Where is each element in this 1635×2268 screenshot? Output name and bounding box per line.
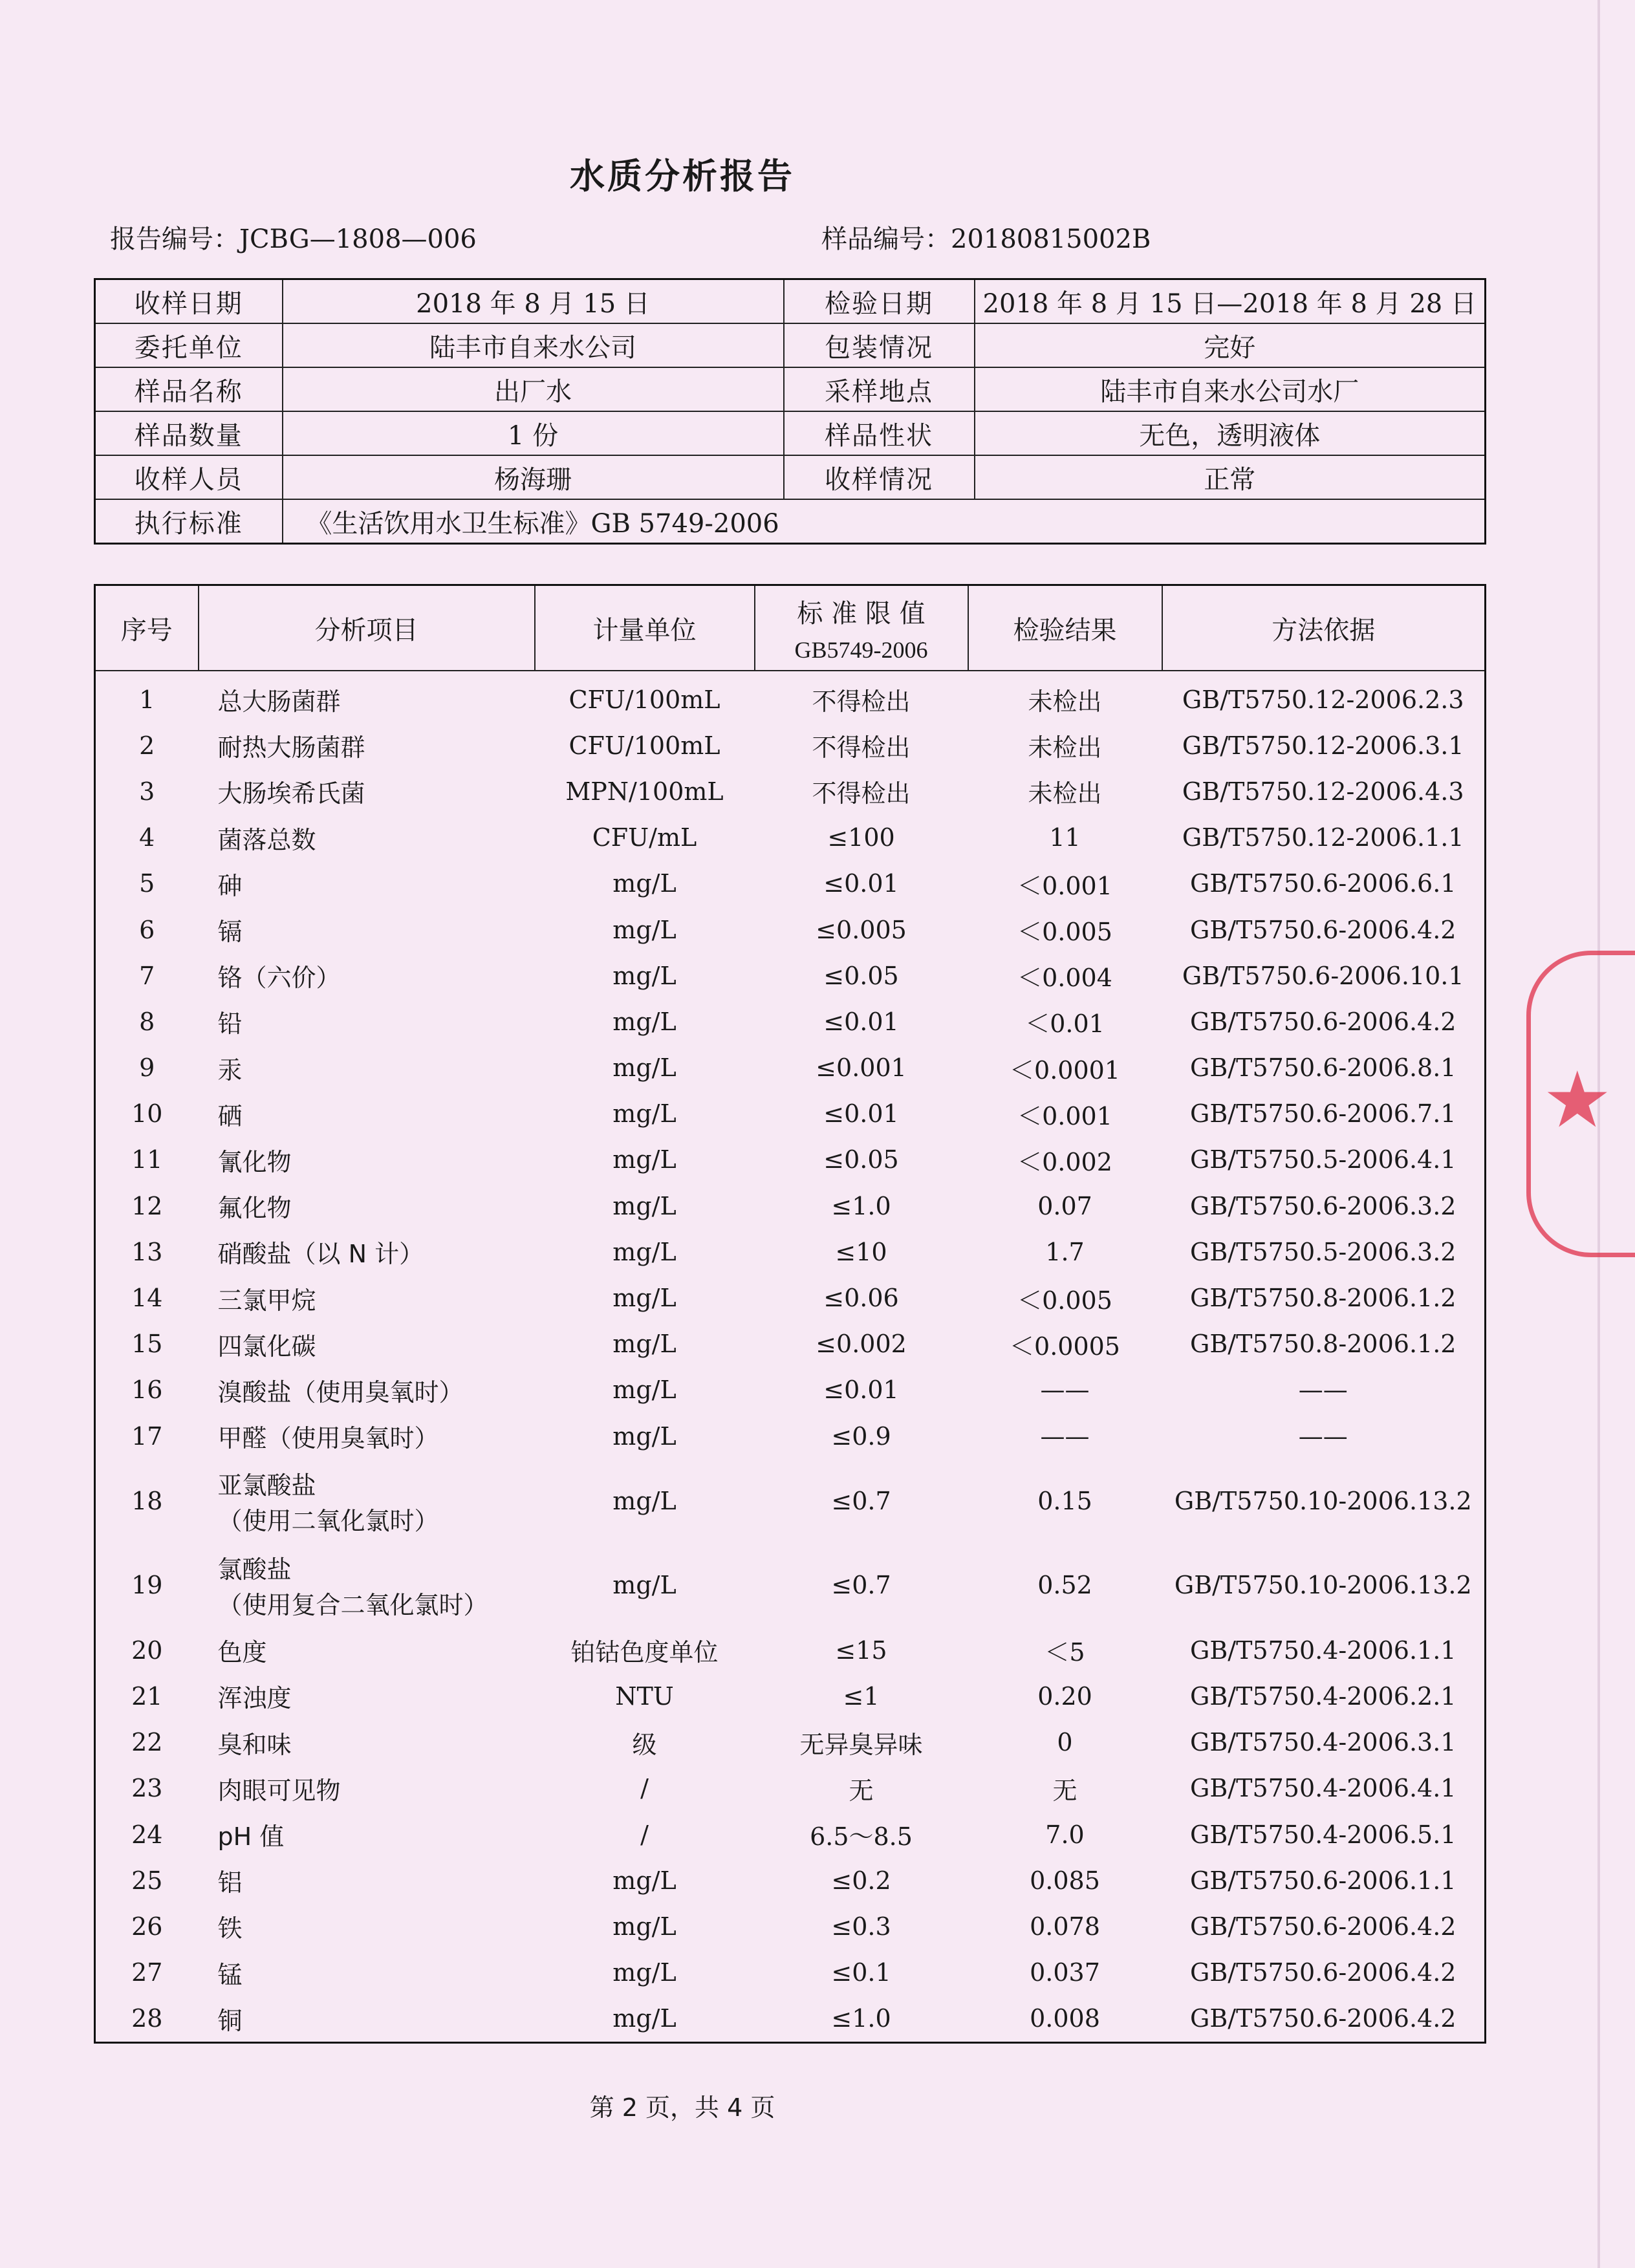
cell-result: ＜0.001: [1017, 1101, 1112, 1130]
cell-item: [199, 861, 535, 907]
cell-limit: ≤0.05: [823, 961, 899, 990]
table-row: [95, 768, 1486, 814]
table-row: [95, 1857, 1486, 1903]
cell-item: [199, 1459, 535, 1543]
table-row: [95, 1950, 1486, 1996]
cell-no: 16: [131, 1376, 163, 1405]
cell-limit: ≤1: [843, 1681, 880, 1711]
info-label: 收样日期: [95, 279, 283, 324]
info-label: 收样人员: [95, 455, 283, 499]
cell-item-text: 三氯甲烷: [217, 1286, 316, 1315]
cell-unit: mg/L: [612, 1421, 677, 1451]
cell-result: 0.078: [1030, 1912, 1100, 1941]
cell-limit: ≤15: [835, 1636, 887, 1665]
cell-unit: mg/L: [612, 2004, 677, 2033]
cell-item-text: 亚氯酸盐: [217, 1471, 316, 1500]
cell-method: GB/T5750.4-2006.3.1: [1190, 1728, 1456, 1757]
info-label: 执行标准: [95, 499, 283, 544]
cell-result: 未检出: [1028, 687, 1102, 717]
cell-item: [199, 1903, 535, 1949]
cell-no: 23: [131, 1774, 163, 1803]
cell-unit: mg/L: [612, 869, 677, 898]
cell-no: 13: [131, 1237, 163, 1266]
cell-item-text: 氯酸盐: [217, 1555, 292, 1584]
cell-item-text: 浑浊度: [217, 1684, 292, 1713]
cell-limit: ≤0.01: [823, 1007, 899, 1036]
cell-unit: 铂钴色度单位: [570, 1638, 719, 1667]
info-value: 出厂水: [283, 367, 784, 411]
cell-method: GB/T5750.10-2006.13.2: [1174, 1487, 1472, 1516]
cell-item-text: 臭和味: [217, 1730, 292, 1759]
cell-method: GB/T5750.6-2006.1.1: [1190, 1866, 1456, 1895]
cell-item: [199, 671, 535, 722]
cell-method: GB/T5750.6-2006.8.1: [1190, 1053, 1456, 1083]
cell-unit: CFU/100mL: [568, 685, 720, 714]
cell-result: 0.07: [1037, 1191, 1092, 1220]
info-label: 收样情况: [784, 455, 975, 499]
cell-limit: ≤0.005: [816, 915, 907, 944]
cell-no: 7: [139, 961, 155, 990]
cell-no: 11: [131, 1145, 163, 1174]
cell-item-note: （使用复合二氧化氯时）: [217, 1591, 488, 1620]
cell-item: [199, 722, 535, 768]
cell-item: [199, 768, 535, 814]
cell-limit: ≤0.2: [831, 1866, 891, 1895]
cell-method: GB/T5750.12-2006.3.1: [1182, 731, 1464, 760]
info-row: [95, 499, 1486, 544]
cell-method: GB/T5750.4-2006.5.1: [1190, 1820, 1456, 1849]
cell-unit: mg/L: [612, 1237, 677, 1266]
col-header-item: 分析项目: [199, 585, 535, 671]
cell-item-text: 铜: [217, 2006, 243, 2035]
cell-item: [199, 1627, 535, 1673]
cell-no: 4: [139, 823, 155, 852]
cell-method: GB/T5750.6-2006.10.1: [1182, 961, 1464, 990]
report-number-value: JCBG—1808—006: [239, 224, 477, 254]
cell-item: [199, 1137, 535, 1183]
star-icon: ★: [1543, 1055, 1612, 1145]
cell-limit: 不得检出: [812, 733, 911, 762]
table-row: [95, 722, 1486, 768]
cell-unit: 级: [632, 1730, 657, 1759]
cell-item: [199, 1183, 535, 1229]
info-label: 样品名称: [95, 367, 283, 411]
table-row: [95, 1720, 1486, 1766]
sample-number: [821, 219, 1151, 255]
info-row: [95, 411, 1486, 455]
cell-method: GB/T5750.12-2006.1.1: [1182, 823, 1464, 852]
sample-number-label: 样品编号：: [821, 224, 951, 254]
table-row: [95, 1275, 1486, 1321]
cell-limit: 不得检出: [812, 687, 911, 717]
cell-limit: ≤0.9: [831, 1421, 891, 1451]
cell-item: [199, 1996, 535, 2043]
table-row: [95, 1673, 1486, 1719]
cell-unit: mg/L: [612, 1912, 677, 1941]
cell-item-text: 总大肠菌群: [217, 687, 341, 717]
cell-method: GB/T5750.12-2006.4.3: [1182, 777, 1464, 806]
cell-item: [199, 1720, 535, 1766]
cell-result: 1.7: [1045, 1237, 1085, 1266]
cell-unit: mg/L: [612, 1284, 677, 1313]
table-row: [95, 1321, 1486, 1367]
cell-unit: mg/L: [612, 1007, 677, 1036]
results-header-row: [95, 585, 1486, 671]
cell-unit: mg/L: [612, 1376, 677, 1405]
table-row: [95, 671, 1486, 722]
cell-limit: ≤10: [835, 1237, 887, 1266]
cell-unit: mg/L: [612, 1958, 677, 1987]
cell-unit: /: [640, 1820, 649, 1849]
cell-unit: mg/L: [612, 1571, 677, 1600]
cell-unit: CFU/mL: [592, 823, 697, 852]
cell-method: GB/T5750.6-2006.4.2: [1190, 2004, 1456, 2033]
cell-result: ——: [1040, 1376, 1090, 1405]
page-title: 水质分析报告: [570, 156, 795, 197]
cell-item: [199, 1673, 535, 1719]
cell-result: 0.008: [1030, 2004, 1100, 2033]
table-row: [95, 1543, 1486, 1627]
red-seal-stamp: [1526, 951, 1635, 1257]
cell-no: 26: [131, 1912, 163, 1941]
cell-item-text: 色度: [217, 1638, 267, 1667]
cell-item: [199, 1811, 535, 1857]
cell-method: GB/T5750.4-2006.4.1: [1190, 1774, 1456, 1803]
cell-limit: ≤0.06: [823, 1284, 899, 1313]
cell-no: 3: [139, 777, 155, 806]
cell-result: 0.037: [1030, 1958, 1100, 1987]
cell-unit: mg/L: [612, 1330, 677, 1359]
cell-limit: ≤100: [827, 823, 895, 852]
info-value: 完好: [975, 323, 1486, 367]
col-header-result: 检验结果: [968, 585, 1162, 671]
col-header-method: 方法依据: [1162, 585, 1486, 671]
cell-limit: 不得检出: [812, 779, 911, 808]
cell-item-text: 甲醛（使用臭氧时）: [217, 1424, 439, 1453]
table-row: [95, 1766, 1486, 1811]
cell-result: ＜0.005: [1017, 1286, 1112, 1315]
table-row: [95, 815, 1486, 861]
cell-result: ＜0.004: [1017, 964, 1112, 993]
cell-item-text: 铁: [217, 1914, 243, 1943]
cell-method: GB/T5750.6-2006.4.2: [1190, 1912, 1456, 1941]
results-table: [94, 584, 1486, 2044]
cell-no: 10: [131, 1099, 163, 1129]
cell-item: [199, 1367, 535, 1413]
info-value: 《生活饮用水卫生标准》GB 5749-2006: [283, 499, 1486, 544]
info-value: 正常: [975, 455, 1486, 499]
cell-item-text: 氟化物: [217, 1194, 292, 1223]
cell-limit: ≤0.3: [831, 1912, 891, 1941]
table-row: [95, 907, 1486, 953]
cell-method: ——: [1298, 1421, 1348, 1451]
cell-result: ＜0.01: [1025, 1010, 1105, 1039]
table-row: [95, 1459, 1486, 1543]
cell-result: 无: [1052, 1776, 1077, 1805]
page-footer: 第 2 页，共 4 页: [589, 2093, 775, 2122]
cell-unit: MPN/100mL: [565, 777, 724, 806]
cell-unit: mg/L: [612, 961, 677, 990]
table-row: [95, 1183, 1486, 1229]
table-row: [95, 1229, 1486, 1275]
cell-no: 18: [131, 1487, 163, 1516]
cell-no: 21: [131, 1681, 163, 1711]
cell-item: [199, 953, 535, 999]
cell-limit: ≤0.1: [831, 1958, 891, 1987]
sample-info-table: [94, 278, 1486, 545]
cell-no: 5: [139, 869, 155, 898]
info-value: 2018 年 8 月 15 日: [283, 279, 784, 324]
cell-result: 0: [1057, 1728, 1073, 1757]
cell-method: GB/T5750.6-2006.6.1: [1190, 869, 1456, 898]
cell-item: [199, 1229, 535, 1275]
info-label: 包装情况: [784, 323, 975, 367]
cell-item: [199, 1275, 535, 1321]
cell-method: GB/T5750.8-2006.1.2: [1190, 1330, 1456, 1359]
cell-item-note: （使用二氧化氯时）: [217, 1507, 439, 1536]
cell-unit: mg/L: [612, 915, 677, 944]
sample-number-value: 20180815002B: [951, 224, 1151, 254]
cell-item-text: 四氯化碳: [217, 1332, 316, 1361]
cell-item: [199, 1413, 535, 1459]
cell-no: 19: [131, 1571, 163, 1600]
cell-unit: NTU: [615, 1681, 674, 1711]
table-row: [95, 1045, 1486, 1091]
cell-result: ＜5: [1045, 1638, 1085, 1667]
cell-unit: mg/L: [612, 1191, 677, 1220]
cell-unit: /: [640, 1774, 649, 1803]
info-row: [95, 323, 1486, 367]
cell-item-text: 镉: [217, 918, 243, 947]
cell-no: 8: [139, 1007, 155, 1036]
cell-unit: mg/L: [612, 1866, 677, 1895]
cell-item: [199, 1950, 535, 1996]
info-label: 检验日期: [784, 279, 975, 324]
cell-item-text: 铬（六价）: [217, 964, 341, 993]
cell-no: 22: [131, 1728, 163, 1757]
cell-no: 28: [131, 2004, 163, 2033]
cell-no: 6: [139, 915, 155, 944]
table-row: [95, 1811, 1486, 1857]
cell-item-text: 硝酸盐（以 N 计）: [217, 1240, 424, 1269]
cell-limit: ≤0.7: [831, 1487, 891, 1516]
info-label: 委托单位: [95, 323, 283, 367]
info-row: [95, 279, 1486, 324]
cell-result: 未检出: [1028, 779, 1102, 808]
cell-result: 7.0: [1045, 1820, 1085, 1849]
cell-item-text: 溴酸盐（使用臭氧时）: [217, 1377, 464, 1407]
cell-no: 24: [131, 1820, 163, 1849]
cell-unit: mg/L: [612, 1487, 677, 1516]
col-header-no: 序号: [95, 585, 199, 671]
cell-limit: ≤0.7: [831, 1571, 891, 1600]
cell-method: GB/T5750.5-2006.3.2: [1190, 1237, 1456, 1266]
cell-item: [199, 1543, 535, 1627]
info-label: 样品数量: [95, 411, 283, 455]
cell-item-text: 锰: [217, 1960, 243, 1989]
cell-item: [199, 1321, 535, 1367]
cell-item: [199, 1766, 535, 1811]
cell-result: 未检出: [1028, 733, 1102, 762]
cell-no: 20: [131, 1636, 163, 1665]
cell-no: 15: [131, 1330, 163, 1359]
results-body: [95, 671, 1486, 2042]
info-row: [95, 455, 1486, 499]
col-header-unit: 计量单位: [535, 585, 755, 671]
cell-unit: mg/L: [612, 1099, 677, 1129]
cell-item-text: 硒: [217, 1101, 243, 1130]
cell-result: 0.085: [1030, 1866, 1100, 1895]
table-row: [95, 1367, 1486, 1413]
table-row: [95, 861, 1486, 907]
info-value: 陆丰市自来水公司: [283, 323, 784, 367]
cell-result: ——: [1040, 1421, 1090, 1451]
cell-result: ＜0.0001: [1010, 1055, 1120, 1085]
info-value: 杨海珊: [283, 455, 784, 499]
cell-unit: mg/L: [612, 1145, 677, 1174]
cell-item-text: 氰化物: [217, 1147, 292, 1176]
cell-item: [199, 1091, 535, 1137]
table-row: [95, 1627, 1486, 1673]
cell-result: ＜0.001: [1017, 871, 1112, 900]
cell-item: [199, 1045, 535, 1091]
info-row: [95, 367, 1486, 411]
cell-limit: ≤0.01: [823, 869, 899, 898]
cell-limit: ≤1.0: [831, 2004, 891, 2033]
cell-result: ＜0.0005: [1010, 1332, 1120, 1361]
cell-unit: CFU/100mL: [568, 731, 720, 760]
cell-item-text: 肉眼可见物: [217, 1776, 341, 1805]
info-value: 2018 年 8 月 15 日—2018 年 8 月 28 日: [975, 279, 1486, 324]
cell-method: GB/T5750.6-2006.4.2: [1190, 915, 1456, 944]
cell-item: [199, 815, 535, 861]
cell-limit: ≤0.05: [823, 1145, 899, 1174]
cell-no: 27: [131, 1958, 163, 1987]
col-header-limit: [755, 585, 968, 671]
table-row: [95, 1137, 1486, 1183]
table-row: [95, 1903, 1486, 1949]
cell-result: 0.15: [1037, 1487, 1092, 1516]
cell-no: 1: [139, 685, 155, 714]
info-value: 无色，透明液体: [975, 411, 1486, 455]
cell-method: GB/T5750.6-2006.4.2: [1190, 1958, 1456, 1987]
table-row: [95, 1413, 1486, 1459]
cell-result: ＜0.005: [1017, 918, 1112, 947]
cell-result: 11: [1049, 823, 1081, 852]
cell-result: ＜0.002: [1017, 1147, 1112, 1176]
table-row: [95, 953, 1486, 999]
table-row: [95, 1996, 1486, 2043]
cell-method: GB/T5750.8-2006.1.2: [1190, 1284, 1456, 1313]
cell-limit: 无异臭异味: [799, 1730, 923, 1759]
cell-no: 14: [131, 1284, 163, 1313]
cell-item-text: 菌落总数: [217, 825, 316, 854]
report-number: [110, 219, 477, 255]
cell-method: GB/T5750.4-2006.1.1: [1190, 1636, 1456, 1665]
info-value: 1 份: [283, 411, 784, 455]
cell-item: [199, 999, 535, 1044]
cell-method: GB/T5750.6-2006.4.2: [1190, 1007, 1456, 1036]
cell-item-text: 耐热大肠菌群: [217, 733, 365, 762]
col-header-limit-std: GB5749-2006: [794, 636, 928, 663]
cell-item-text: 砷: [217, 871, 243, 900]
cell-method: GB/T5750.12-2006.2.3: [1182, 685, 1464, 714]
cell-limit: ≤0.001: [816, 1053, 907, 1083]
cell-limit: 无: [849, 1776, 874, 1805]
cell-no: 2: [139, 731, 155, 760]
info-label: 采样地点: [784, 367, 975, 411]
cell-no: 25: [131, 1866, 163, 1895]
cell-item: [199, 907, 535, 953]
cell-unit: mg/L: [612, 1053, 677, 1083]
cell-no: 9: [139, 1053, 155, 1083]
cell-item-text: 大肠埃希氏菌: [217, 779, 365, 808]
info-label: 样品性状: [784, 411, 975, 455]
cell-limit: 6.5～8.5: [810, 1822, 913, 1852]
cell-limit: ≤0.01: [823, 1099, 899, 1129]
cell-no: 17: [131, 1421, 163, 1451]
info-value: 陆丰市自来水公司水厂: [975, 367, 1486, 411]
cell-limit: ≤0.01: [823, 1376, 899, 1405]
cell-method: GB/T5750.10-2006.13.2: [1174, 1571, 1472, 1600]
cell-item-text: pH 值: [217, 1822, 285, 1852]
cell-limit: ≤0.002: [816, 1330, 907, 1359]
cell-method: GB/T5750.4-2006.2.1: [1190, 1681, 1456, 1711]
cell-result: 0.20: [1037, 1681, 1092, 1711]
table-row: [95, 999, 1486, 1044]
cell-method: GB/T5750.5-2006.4.1: [1190, 1145, 1456, 1174]
cell-no: 12: [131, 1191, 163, 1220]
cell-result: 0.52: [1037, 1571, 1092, 1600]
cell-item-text: 汞: [217, 1055, 243, 1085]
cell-item: [199, 1857, 535, 1903]
cell-item-text: 铅: [217, 1010, 243, 1039]
cell-method: ——: [1298, 1376, 1348, 1405]
cell-method: GB/T5750.6-2006.3.2: [1190, 1191, 1456, 1220]
cell-item-text: 铝: [217, 1868, 243, 1897]
report-number-label: 报告编号：: [110, 224, 239, 254]
col-header-limit-text: 标 准 限 值: [797, 598, 926, 629]
table-row: [95, 1091, 1486, 1137]
cell-method: GB/T5750.6-2006.7.1: [1190, 1099, 1456, 1129]
cell-limit: ≤1.0: [831, 1191, 891, 1220]
